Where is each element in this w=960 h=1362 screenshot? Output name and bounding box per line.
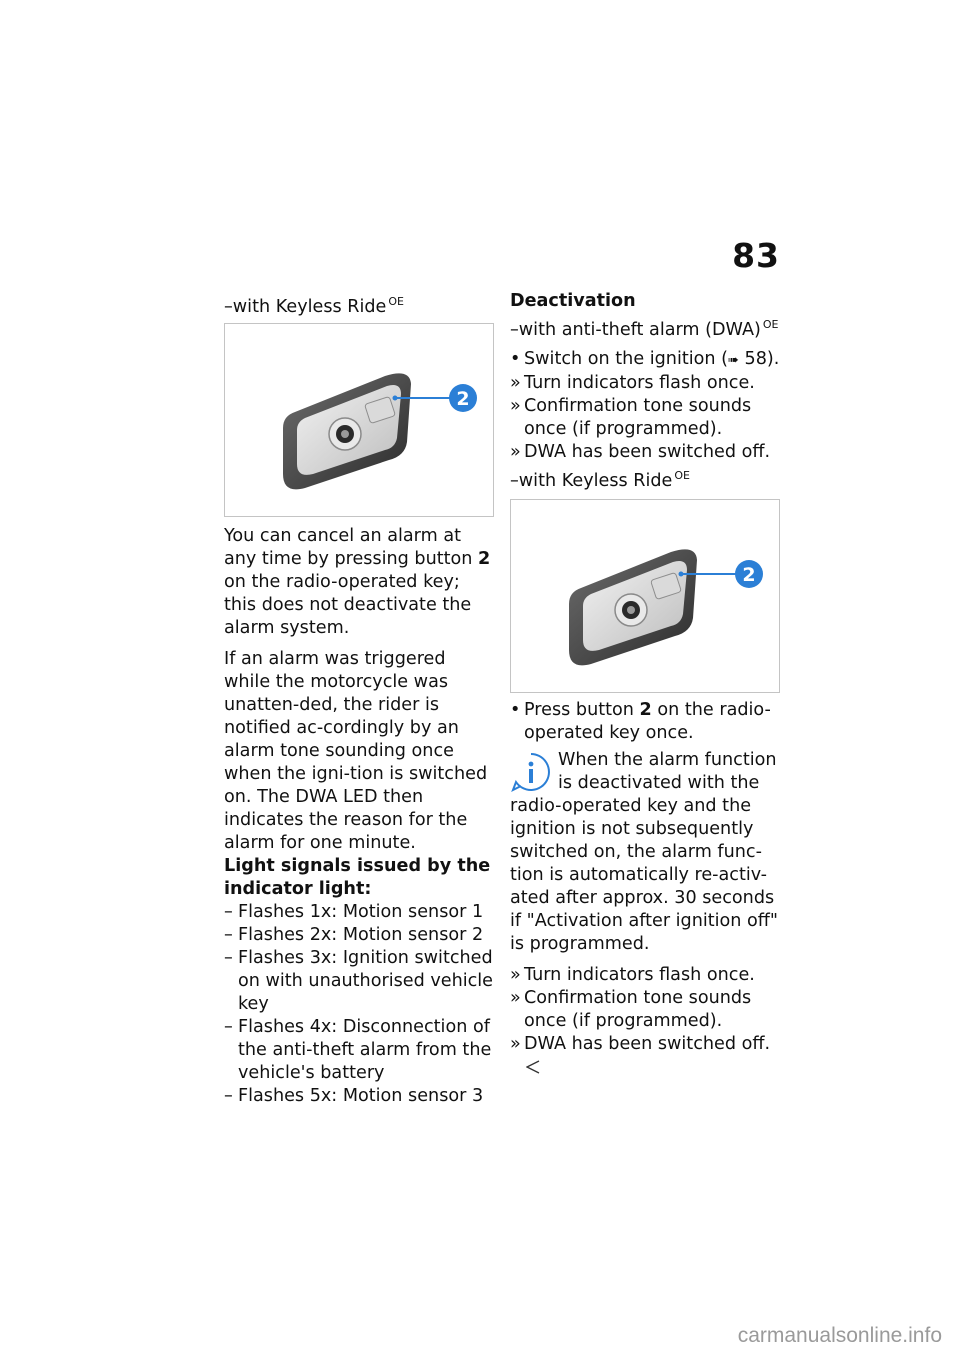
- key-figure: [224, 323, 494, 517]
- oe-superscript: OE: [388, 295, 404, 308]
- key-figure: [510, 499, 780, 693]
- page-number: 83: [732, 236, 780, 275]
- info-note: [510, 749, 782, 956]
- callout-label: 2: [456, 388, 470, 410]
- watermark: carmanualsonline.info: [737, 1324, 942, 1347]
- step-switch-on-ignition: • Switch on the ignition (➠ 58).: [510, 349, 780, 369]
- result-item: » Turn indicators flash once.: [510, 373, 755, 393]
- list-item: – Flashes 1x: Motion sensor 1: [224, 902, 484, 922]
- page-reference-arrow-icon: ➠: [728, 353, 739, 368]
- light-signals-heading: Light signals issued by the indicator light:: [224, 856, 491, 899]
- radio-key-illustration: [511, 500, 779, 692]
- alarm-notification-paragraph: If an alarm was triggered while the motorcycle was unatten-ded, the rider is notified ac-cordingly by an alarm tone sounding once when the igni-tion is switched on. The DWA LED then indicates the reason for the alarm for one minute.: [224, 649, 488, 853]
- left-column: [224, 290, 496, 1108]
- result-item: » DWA has been switched off.: [510, 1033, 782, 1079]
- condition-keyless-ride: –with Keyless Ride $^{OE}$: [224, 295, 404, 317]
- result-item: » DWA has been switched off.: [510, 442, 771, 462]
- list-item: – Flashes 5x: Motion sensor 3: [224, 1086, 484, 1106]
- page-reference[interactable]: 58: [744, 349, 767, 369]
- oe-superscript: OE: [674, 469, 690, 482]
- radio-key-illustration: [225, 324, 493, 516]
- right-column: [510, 290, 782, 1079]
- cancel-alarm-paragraph: You can cancel an alarm at any time by pressing button 2 on the radio-operated key; this does not deactivate the alarm system.: [224, 526, 491, 638]
- step-press-button: • Press button 2 on the radio-operated key once.: [510, 700, 771, 743]
- condition-dwa: –with anti-theft alarm (DWA) $^{OE}$: [510, 318, 779, 340]
- result-item: » Confirmation tone sounds once (if programmed).: [510, 396, 752, 439]
- list-item: – Flashes 3x: Ignition switched on with unauthorised vehicle key: [224, 948, 494, 1014]
- end-of-section-icon: [526, 1060, 540, 1074]
- light-signals-list: [224, 901, 496, 1108]
- info-text: When the alarm function is deactivated with the radio-operated key and the ignition is not subsequently switched on, the alarm func-tion is automatically re-activ-ated after approx. 30 seconds if "Activation after ignition off" is programmed.: [510, 750, 779, 954]
- deactivation-heading: Deactivation: [510, 291, 636, 311]
- oe-superscript: OE: [762, 318, 779, 331]
- list-item: – Flashes 4x: Disconnection of the anti-theft alarm from the vehicle's battery: [224, 1017, 492, 1083]
- condition-keyless-ride: –with Keyless Ride $^{OE}$: [510, 469, 690, 491]
- list-item: – Flashes 2x: Motion sensor 2: [224, 925, 484, 945]
- callout-label: 2: [742, 564, 756, 586]
- result-item: » Confirmation tone sounds once (if programmed).: [510, 988, 752, 1031]
- info-icon: [510, 751, 552, 793]
- result-item: » Turn indicators flash once.: [510, 965, 755, 985]
